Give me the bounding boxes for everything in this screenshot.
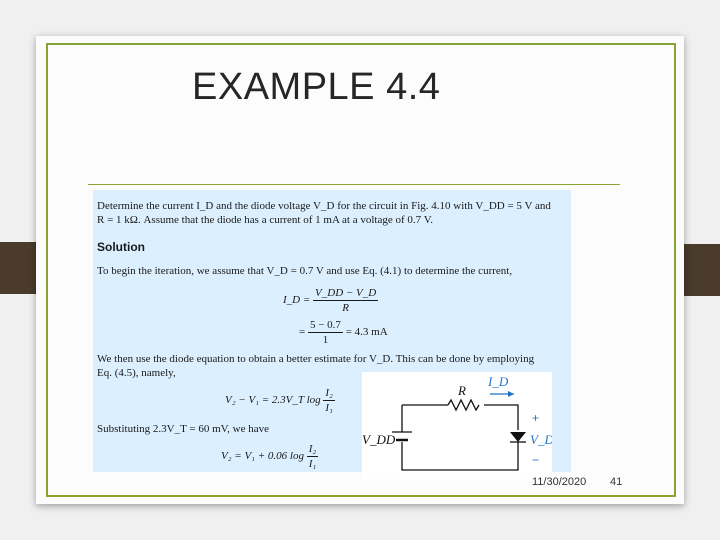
source-label: V_DD [362,432,396,447]
equation-3-numerator: I₂ [325,387,333,399]
equation-1-numerator: V_DD − V_D [315,287,377,299]
page-number: 41 [610,476,623,488]
circuit-schematic [362,372,552,479]
equation-2 [299,318,388,347]
diode-triangle [510,432,526,442]
diode-minus-sign: − [532,453,540,467]
equation-2-denominator: 1 [322,334,329,346]
slide-title: EXAMPLE 4.4 [192,66,441,108]
equation-2-result: = 4.3 mA [345,326,388,339]
equation-4-numerator: I₂ [308,443,317,455]
circuit-diagram [362,372,552,479]
problem-line-2: R = 1 kΩ. Assume that the diode has a current of 1 mA at a voltage of 0.7 V. [97,214,433,226]
equation-1 [283,286,378,315]
equation-2-numerator: 5 − 0.7 [309,319,341,331]
current-arrowhead [508,391,514,397]
equation-2-fraction [308,318,343,347]
equation-1-fraction [313,286,378,315]
equation-3-lhs: V₂ − V₁ = 2.3V_T log [225,394,321,407]
substitution-text: Substituting 2.3V_T = 60 mV, we have [97,423,270,435]
diode-equation-line-2: Eq. (4.5), namely, [97,367,176,379]
equation-4 [221,442,318,471]
equation-3-denominator: I₁ [325,402,333,414]
footer-date: 11/30/2020 [532,476,587,488]
equation-4-lhs: V₂ = V₁ + 0.06 log [221,450,304,463]
equation-3-fraction [323,386,335,415]
bottom-wire [402,442,518,470]
solution-intro: To begin the iteration, we assume that V_D = 0.7 V and use Eq. (4.1) to determine the current, [97,265,513,277]
equation-4-fraction [307,442,319,471]
equation-4-denominator: I₁ [308,458,317,470]
equation-2-equals: = [299,326,306,339]
diode-plus-sign: + [532,411,540,425]
equation-1-denominator: R [342,302,349,314]
solution-heading: Solution [97,240,145,254]
equation-1-lhs: I_D = [283,294,311,307]
diode-voltage-label: V_D [530,432,552,447]
equation-3 [225,386,335,415]
problem-line-1: Determine the current I_D and the diode voltage V_D for the circuit in Fig. 4.10 with V_DD = 5 V and [97,200,551,212]
diode-equation-line-1: We then use the diode equation to obtain a better estimate for V_D. This can be done by employing [97,353,535,365]
current-label: I_D [488,374,509,389]
resistor-label: R [458,383,466,398]
title-underline [88,184,620,185]
top-wire [402,405,518,430]
resistor-zigzag [448,400,479,410]
